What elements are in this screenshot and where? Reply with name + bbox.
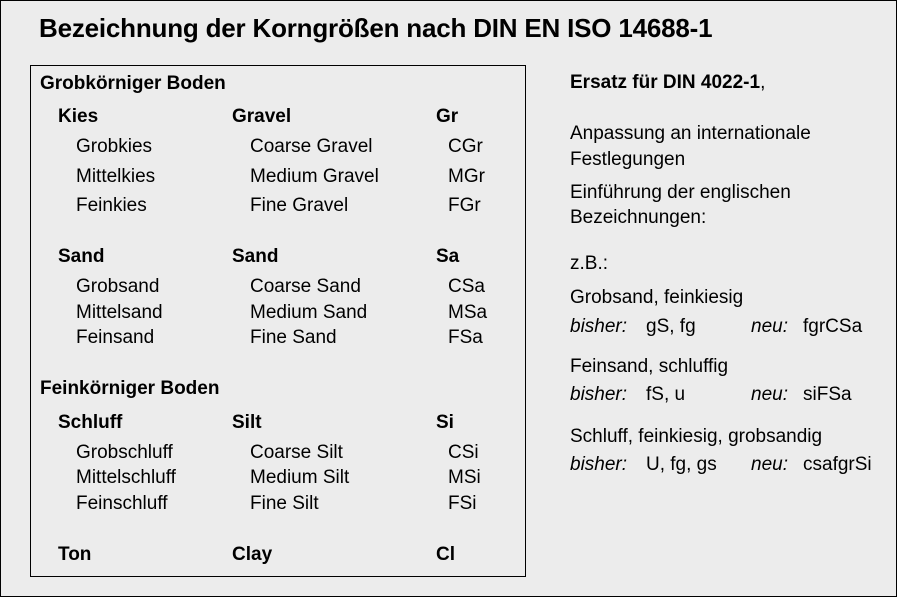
group-header-abbr: Gr [436, 106, 459, 127]
example-name: Feinsand, schluffig [570, 356, 729, 377]
example-new-value: fgrCSa [803, 316, 863, 337]
grain-size-table [30, 65, 526, 577]
example-old-label: bisher: [570, 454, 628, 475]
row-en: Medium Sand [250, 302, 368, 323]
group-header-en: Silt [232, 412, 262, 433]
row-de: Mittelschluff [76, 467, 176, 488]
example-new-label: neu: [751, 316, 788, 337]
group-header-de: Schluff [58, 412, 123, 433]
example-old-value: U, fg, gs [646, 454, 717, 475]
row-abbr: CSi [448, 442, 479, 463]
group-header-abbr: Cl [436, 544, 455, 565]
example-intro: z.B.: [570, 253, 609, 274]
row-abbr: MSi [448, 467, 481, 488]
replacement-note [570, 72, 765, 94]
group-header-de: Ton [58, 544, 92, 565]
example-new-label: neu: [751, 384, 788, 405]
example-old-label: bisher: [570, 316, 628, 337]
row-en: Fine Silt [250, 493, 319, 514]
group-header-abbr: Si [436, 412, 454, 433]
row-abbr: FSi [448, 493, 477, 514]
row-en: Medium Silt [250, 467, 350, 488]
group-header-abbr: Sa [436, 246, 460, 267]
example-new-value: siFSa [803, 384, 852, 405]
row-abbr: FSa [448, 327, 483, 348]
adaptation-line-1: Anpassung an internationale [570, 123, 811, 144]
group-header-de: Sand [58, 246, 105, 267]
example-name: Grobsand, feinkiesig [570, 287, 744, 308]
introduction-line-2: Bezeichnungen: [570, 207, 707, 228]
row-de: Grobsand [76, 276, 160, 297]
row-de: Mittelkies [76, 166, 156, 187]
row-de: Feinkies [76, 195, 147, 216]
row-abbr: FGr [448, 195, 481, 216]
section-heading-fine: Feinkörniger Boden [40, 378, 220, 399]
row-en: Coarse Silt [250, 442, 343, 463]
row-de: Grobkies [76, 136, 153, 157]
example-old-label: bisher: [570, 384, 628, 405]
example-old-value: gS, fg [646, 316, 696, 337]
row-en: Coarse Sand [250, 276, 361, 297]
section-heading-coarse: Grobkörniger Boden [40, 73, 226, 94]
row-de: Mittelsand [76, 302, 163, 323]
row-abbr: MSa [448, 302, 488, 323]
replacement-note-comma: , [760, 72, 766, 93]
row-en: Fine Sand [250, 327, 337, 348]
example-name: Schluff, feinkiesig, grobsandig [570, 426, 823, 447]
row-de: Feinschluff [76, 493, 168, 514]
row-abbr: CSa [448, 276, 485, 297]
row-en: Fine Gravel [250, 195, 349, 216]
group-header-en: Gravel [232, 106, 292, 127]
row-en: Coarse Gravel [250, 136, 373, 157]
example-new-value: csafgrSi [803, 454, 872, 475]
replacement-note-standard: Ersatz für DIN 4022-1 [570, 72, 761, 93]
row-de: Feinsand [76, 327, 155, 348]
example-new-label: neu: [751, 454, 788, 475]
row-en: Medium Gravel [250, 166, 379, 187]
example-old-value: fS, u [646, 384, 686, 405]
page-title: Bezeichnung der Korngrößen nach DIN EN ISO 14688-1 [39, 13, 713, 43]
row-abbr: CGr [448, 136, 483, 157]
row-de: Grobschluff [76, 442, 173, 463]
group-header-en: Sand [232, 246, 279, 267]
row-abbr: MGr [448, 166, 485, 187]
group-header-en: Clay [232, 544, 273, 565]
adaptation-line-2: Festlegungen [570, 149, 686, 170]
group-header-de: Kies [58, 106, 99, 127]
introduction-line-1: Einführung der englischen [570, 182, 791, 203]
